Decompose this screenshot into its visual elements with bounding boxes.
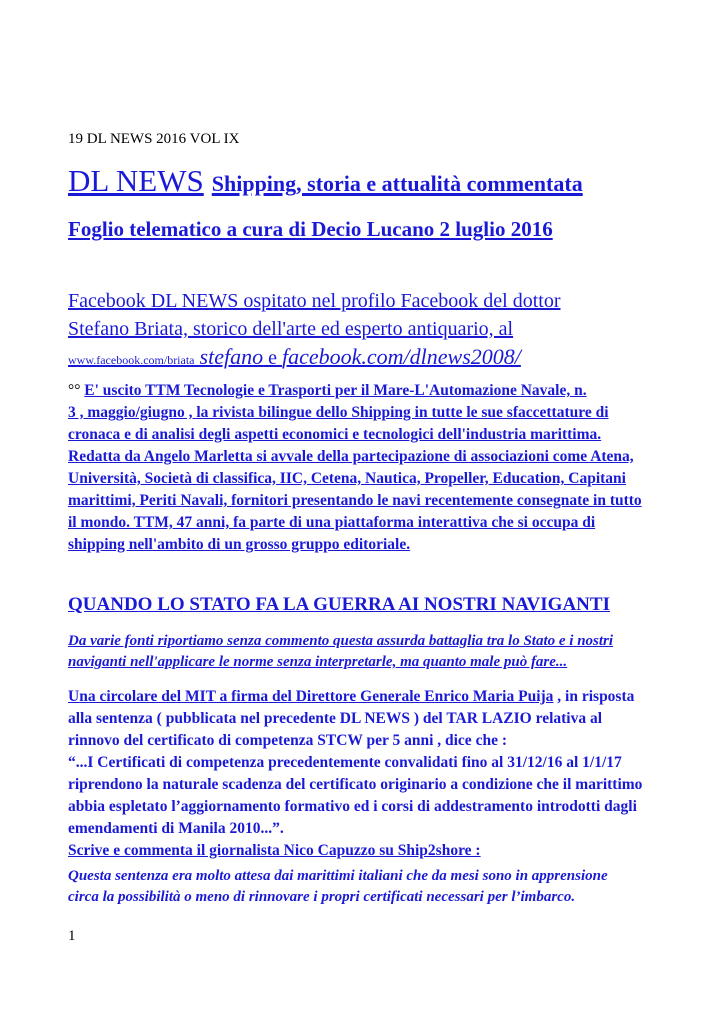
ttm-line-3[interactable]: cronaca e di analisi degli aspetti economici e tecnologici dell'industria marittima. [68, 426, 602, 443]
ttm-line-7[interactable]: il mondo. TTM, 47 anni, fa parte di una piattaforma interattiva che si occupa di [68, 514, 596, 531]
intro-line-1[interactable]: Da varie fonti riportiamo senza commento questa assurda battaglia tra lo Stato e i nostri [68, 633, 614, 649]
title-subtitle: Shipping, storia e attualità commentata [211, 171, 583, 196]
facebook-line-2[interactable]: Stefano Briata, storico dell'arte ed esperto antiquario, al [68, 318, 514, 340]
circolare-line-1-rest: , in risposta [553, 688, 635, 705]
circolare-line-7: emendamenti di Manila 2010...”. [68, 820, 284, 837]
ttm-line-2[interactable]: 3 , maggio/giugno , la rivista bilingue dello Shipping in tutte le sue sfaccettature di [68, 404, 609, 421]
circolare-line-3: rinnovo del certificato di competenza STCW per 5 anni , dice che : [68, 732, 507, 749]
facebook-dlnews-link[interactable]: facebook.com/dlnews2008/ [281, 344, 521, 369]
circolare-paragraph [68, 686, 663, 862]
ttm-line-8[interactable]: shipping nell'ambito di un grosso gruppo editoriale. [68, 536, 411, 553]
facebook-and-text: e [263, 347, 282, 369]
ttm-line-1-text[interactable]: E' uscito TTM Tecnologie e Trasporti per il Mare-L'Automazione Navale, n. [84, 382, 587, 399]
newsletter-title[interactable] [68, 162, 583, 203]
facebook-links[interactable] [68, 343, 688, 374]
ttm-article [68, 380, 668, 556]
section-headline[interactable]: QUANDO LO STATO FA LA GUERRA AI NOSTRI NAVIGANTI [68, 594, 610, 615]
facebook-stefano-link[interactable]: stefano [199, 344, 264, 369]
circolare-line-4: “...I Certificati di competenza precedentemente convalidati fino al 31/12/16 al 1/1/17 [68, 754, 622, 771]
scrive-line[interactable]: Scrive e commenta il giornalista Nico Capuzzo su Ship2shore : [68, 842, 481, 859]
sentenza-line-1: Questa sentenza era molto attesa dai marittimi italiani che da mesi sono in apprensione [68, 868, 608, 884]
ttm-line-5[interactable]: Università, Società di classifica, IIC, Cetena, Nautica, Propeller, Education, Capitani [68, 470, 626, 487]
ttm-line-4[interactable]: Redatta da Angelo Marletta si avvale della partecipazione di associazioni come Atena, [68, 448, 634, 465]
foglio-heading[interactable]: Foglio telematico a cura di Decio Lucano 2 luglio 2016 [68, 217, 553, 241]
ttm-line-6[interactable]: marittimi, Periti Navali, fornitori presentando le navi recentemente consegnate in tutto [68, 492, 642, 509]
intro-paragraph [68, 631, 658, 673]
title-text: DL NEWS [68, 163, 204, 198]
issue-line: 19 DL NEWS 2016 VOL IX [68, 131, 240, 147]
facebook-line-1[interactable]: Facebook DL NEWS ospitato nel profilo Facebook del dottor [68, 290, 561, 312]
intro-line-2[interactable]: naviganti nell'applicare le norme senza interpretarle, ma quanto male può fare... [68, 654, 568, 670]
sentenza-paragraph [68, 866, 658, 908]
sentenza-line-2: circa la possibilità o meno di rinnovare i propri certificati necessari per l’imbarco. [68, 889, 576, 905]
page-number: 1 [68, 928, 76, 944]
circolare-line-6: abbia espletato l’aggiornamento formativo ed i corsi di addestramento introdotti dagli [68, 798, 637, 815]
facebook-section [68, 287, 688, 374]
ttm-prefix: °° [68, 382, 81, 399]
circolare-line-2: alla sentenza ( pubblicata nel precedente DL NEWS ) del TAR LAZIO relativa al [68, 710, 603, 727]
circolare-link[interactable]: Una circolare del MIT a firma del Direttore Generale Enrico Maria Puija [68, 688, 554, 705]
ttm-line-1 [68, 380, 668, 402]
circolare-line-1 [68, 686, 663, 708]
circolare-line-5: riprendono la naturale scadenza del certificato originario a condizione che il marittimo [68, 776, 643, 793]
facebook-briata-link[interactable]: www.facebook.com/briata [68, 353, 195, 367]
